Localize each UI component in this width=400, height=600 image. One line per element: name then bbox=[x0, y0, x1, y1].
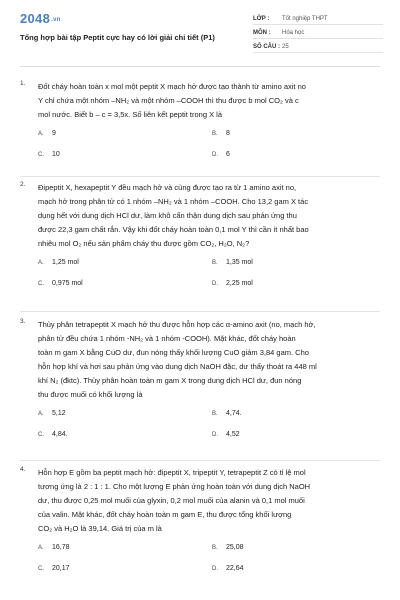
option-a[interactable] bbox=[38, 542, 212, 554]
stem-line: Y chỉ chứa một nhóm –NH₂ và một nhóm –COOH thì thu được b mol CO₂ và c bbox=[38, 96, 299, 105]
question-divider bbox=[20, 176, 380, 177]
stem-line: mạch hở trong phân tử có 1 nhóm –NH₂ và 1 nhóm –COOH. Cho 13,2 gam X tác bbox=[38, 197, 309, 206]
option-letter: B. bbox=[212, 260, 218, 266]
option-d[interactable] bbox=[212, 278, 386, 290]
option-letter: D. bbox=[212, 432, 218, 438]
question-divider bbox=[20, 460, 380, 461]
question-number: 1. bbox=[20, 80, 26, 87]
stem-line: Hỗn hợp E gồm ba peptit mạch hở: đipeptit X, tripeptit Y, tetrapeptit Z có tỉ lệ mol bbox=[38, 468, 306, 477]
stem-line: của valin. Mặt khác, đốt cháy hoàn toàn m gam E, thu được tổng khối lượng bbox=[38, 510, 292, 519]
meta-label: LỚP : bbox=[253, 16, 270, 22]
meta-value: 25 bbox=[282, 44, 289, 50]
option-letter: B. bbox=[212, 411, 218, 417]
stem-line: khí N₂ (đktc). Thủy phân hoàn toàn m gam X trong dung dịch HCl dư, đun nóng bbox=[38, 376, 302, 385]
option-d[interactable] bbox=[212, 149, 386, 161]
question-stem bbox=[38, 318, 382, 402]
option-c[interactable] bbox=[38, 429, 212, 441]
option-letter: D. bbox=[212, 281, 218, 287]
answer-options bbox=[38, 408, 382, 441]
stem-line: thu được muối có khối lượng là bbox=[38, 390, 143, 399]
question-2 bbox=[20, 181, 382, 290]
stem-line: Đipeptit X, hexapeptit Y đều mạch hở và cùng được tạo ra từ 1 amino axit no, bbox=[38, 183, 297, 192]
option-d[interactable] bbox=[212, 429, 386, 441]
stem-line: được 22,3 gam chất rắn. Vậy khi đốt cháy hoàn toàn 0,1 mol Y thì cần ít nhất bao bbox=[38, 225, 309, 234]
option-text: 10 bbox=[52, 151, 60, 158]
question-stem bbox=[38, 466, 382, 536]
option-text: 25,08 bbox=[226, 544, 244, 551]
option-text: 22,64 bbox=[226, 565, 244, 572]
option-letter: C. bbox=[38, 566, 44, 572]
answer-options bbox=[38, 128, 382, 161]
logo-text: 2048 bbox=[20, 11, 51, 26]
answer-options bbox=[38, 257, 382, 290]
meta-row-subject bbox=[253, 28, 383, 39]
option-text: 8 bbox=[226, 130, 230, 137]
meta-row-count bbox=[253, 42, 383, 53]
stem-line: CO₂ và H₂O là 39,14. Giá trị của m là bbox=[38, 524, 162, 533]
option-letter: A. bbox=[38, 411, 44, 417]
question-number: 4. bbox=[20, 466, 26, 473]
logo-suffix: .vn bbox=[51, 16, 61, 23]
option-b[interactable] bbox=[212, 542, 386, 554]
option-letter: D. bbox=[212, 566, 218, 572]
option-a[interactable] bbox=[38, 257, 212, 269]
option-b[interactable] bbox=[212, 257, 386, 269]
question-1 bbox=[20, 80, 382, 161]
stem-line: dụng hết với dung dịch HCl dư, làm khô cẩn thận dung dịch sau phản ứng thu bbox=[38, 211, 297, 220]
meta-row-grade bbox=[253, 14, 383, 25]
header-divider bbox=[20, 66, 380, 67]
question-number: 2. bbox=[20, 181, 26, 188]
option-letter: C. bbox=[38, 432, 44, 438]
option-letter: D. bbox=[212, 152, 218, 158]
option-text: 6 bbox=[226, 151, 230, 158]
meta-value: Tốt nghiệp THPT bbox=[282, 16, 328, 22]
stem-line: phân tử đều chứa 1 nhóm -NH₂ và 1 nhóm -COOH). Mặt khác, đốt cháy hoàn bbox=[38, 334, 296, 343]
document-title: Tổng hợp bài tập Peptit cực hay có lời giải chi tiết (P1) bbox=[20, 33, 215, 42]
meta-info bbox=[253, 14, 383, 53]
stem-line: Thủy phân tetrapeptit X mạch hở thu được hỗn hợp các α-amino axit (no, mạch hở, bbox=[38, 320, 316, 329]
option-b[interactable] bbox=[212, 128, 386, 140]
option-letter: A. bbox=[38, 131, 44, 137]
option-text: 16,78 bbox=[52, 544, 70, 551]
option-letter: C. bbox=[38, 152, 44, 158]
stem-line: hỗn hợp khí và hơi sau phản ứng vào dung dịch NaOH đặc, dư thấy thoát ra 448 ml bbox=[38, 362, 317, 371]
stem-line: mol nước. Biết b – c = 3,5x. Số liên kết peptit trong X là bbox=[38, 110, 222, 119]
stem-line: tương ứng là 2 : 1 : 1. Cho một lượng E phản ứng hoàn toàn với dung dịch NaOH bbox=[38, 482, 311, 491]
option-c[interactable] bbox=[38, 278, 212, 290]
option-text: 1,25 mol bbox=[52, 259, 79, 266]
option-letter: B. bbox=[212, 545, 218, 551]
stem-line: dư, thu được 0,25 mol muối của glyxin, 0,2 mol muối của alanin và 0,1 mol muối bbox=[38, 496, 305, 505]
option-text: 9 bbox=[52, 130, 56, 137]
stem-line: nhiêu mol O₂ nếu sản phẩm cháy thu được gồm CO₂, H₂O, N₂? bbox=[38, 239, 250, 248]
option-text: 0,975 mol bbox=[52, 280, 83, 287]
option-text: 4,84. bbox=[52, 431, 68, 438]
option-letter: A. bbox=[38, 260, 44, 266]
answer-options bbox=[38, 542, 382, 575]
question-stem bbox=[38, 181, 382, 251]
stem-line: toàn m gam X bằng CuO dư, đun nóng thấy khối lượng CuO giảm 3,84 gam. Cho bbox=[38, 348, 309, 357]
option-c[interactable] bbox=[38, 149, 212, 161]
option-d[interactable] bbox=[212, 563, 386, 575]
question-number: 3. bbox=[20, 318, 26, 325]
question-divider bbox=[20, 311, 380, 312]
option-text: 2,25 mol bbox=[226, 280, 253, 287]
meta-value: Hóa học bbox=[282, 30, 305, 36]
option-text: 4,74. bbox=[226, 410, 242, 417]
meta-label: MÔN : bbox=[253, 30, 271, 36]
question-3 bbox=[20, 318, 382, 441]
option-letter: B. bbox=[212, 131, 218, 137]
option-text: 4,52 bbox=[226, 431, 240, 438]
site-logo[interactable] bbox=[20, 11, 61, 26]
question-stem bbox=[38, 80, 382, 122]
option-text: 1,35 mol bbox=[226, 259, 253, 266]
option-a[interactable] bbox=[38, 408, 212, 420]
stem-line: Đốt cháy hoàn toàn x mol một peptit X mạch hở được tạo thành từ amino axit no bbox=[38, 82, 306, 91]
option-c[interactable] bbox=[38, 563, 212, 575]
option-text: 5,12 bbox=[52, 410, 66, 417]
option-letter: C. bbox=[38, 281, 44, 287]
option-text: 20,17 bbox=[52, 565, 70, 572]
option-b[interactable] bbox=[212, 408, 386, 420]
question-4 bbox=[20, 466, 382, 575]
option-letter: A. bbox=[38, 545, 44, 551]
meta-label: SỐ CÂU : bbox=[253, 44, 280, 50]
option-a[interactable] bbox=[38, 128, 212, 140]
